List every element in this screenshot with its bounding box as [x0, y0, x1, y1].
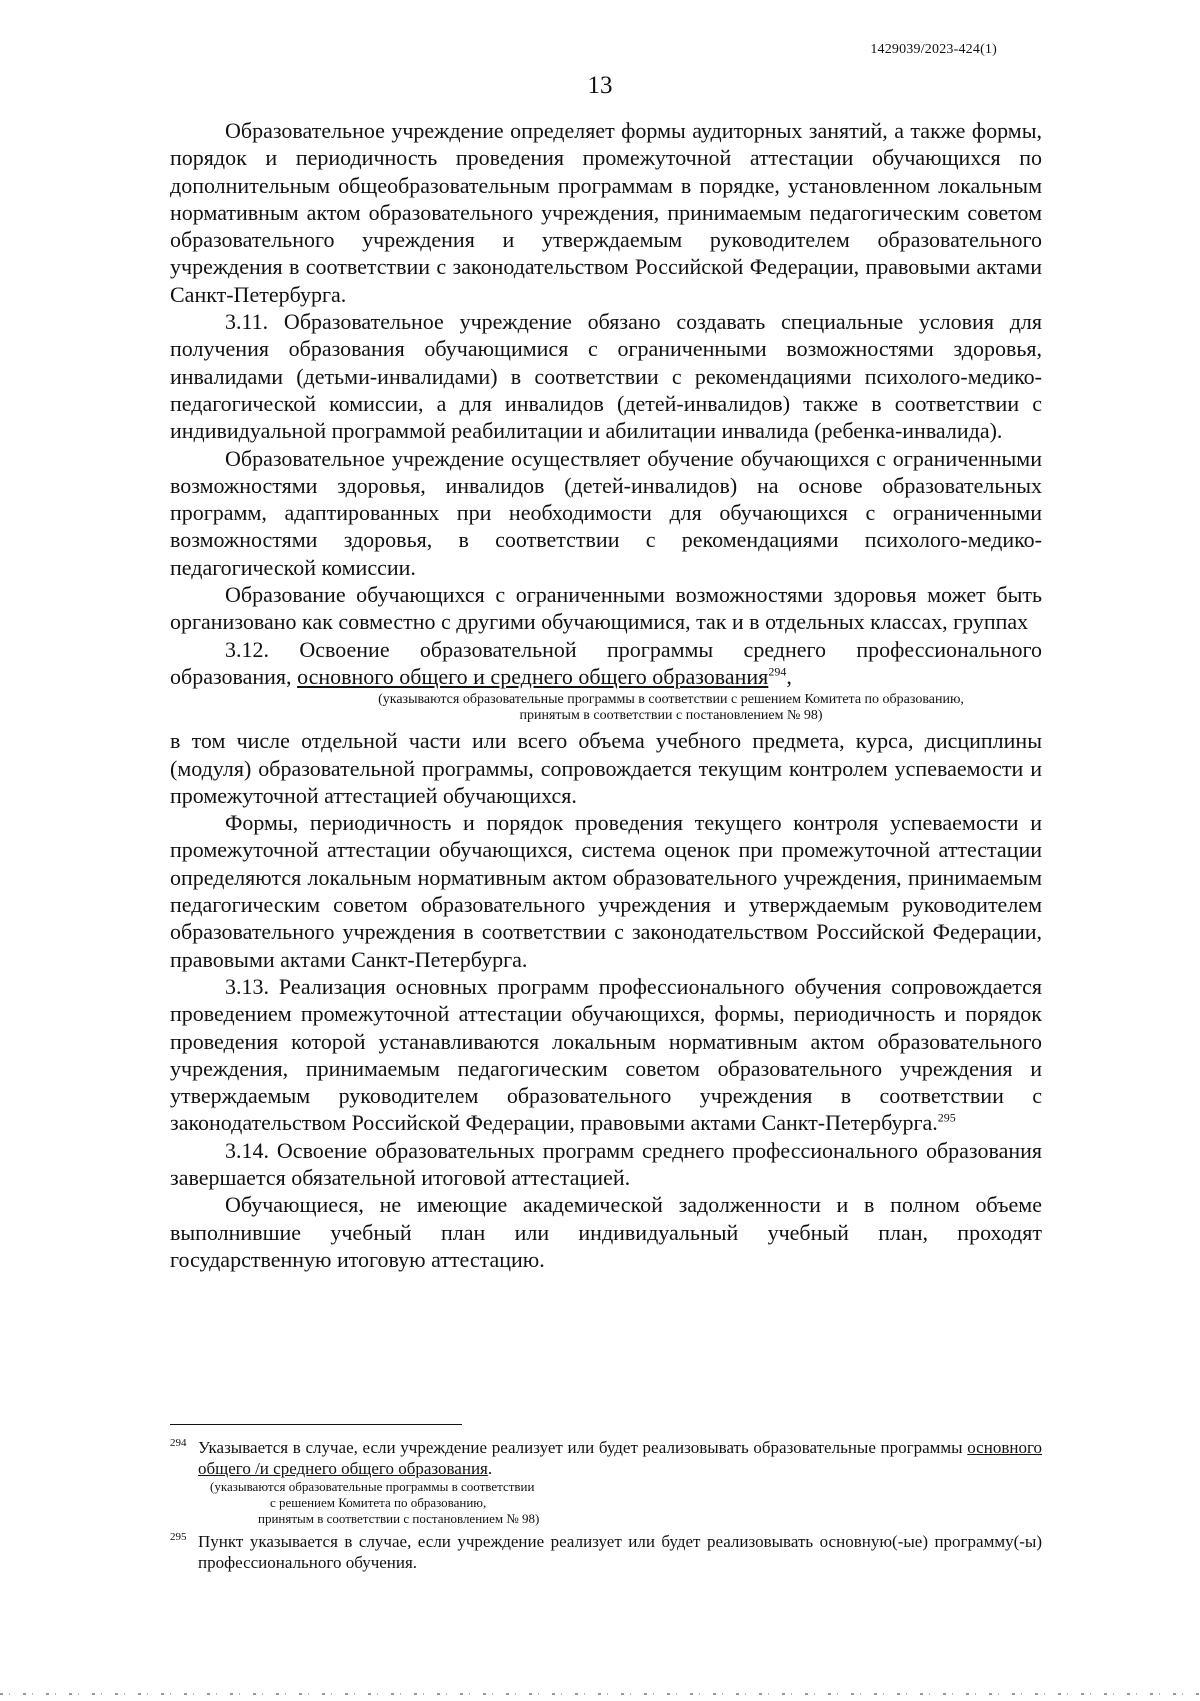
footnote-294-note-line-3: принятым в соответствии с постановлением № 98) [258, 1511, 540, 1526]
footnote-295 [170, 1531, 1042, 1573]
document-number: 1429039/2023-424(1) [870, 42, 997, 57]
footnote-295-text: Пункт указывается в случае, если учреждение реализует или будет реализовывать основную(-ые) программу(-ы) профессионального обучения. [198, 1532, 1042, 1572]
footnote-294-number: 294 [170, 1437, 187, 1449]
footnote-294-note [210, 1479, 1042, 1527]
footnote-ref-295[interactable]: 295 [937, 1111, 956, 1126]
scan-edge-artifact [0, 1693, 1200, 1695]
paragraph-3-12-start: 3.12. Освоение образовательной программы среднего профессионального образования, [170, 636, 1042, 689]
footnote-294-underlined: основного общего /и среднего общего образования [198, 1438, 1042, 1478]
footnote-294-note-line-2: с решением Комитета по образованию, [270, 1495, 487, 1510]
footnote-294-end: . [487, 1459, 493, 1478]
paragraph-3-14: 3.14. Освоение образовательных программ среднего профессионального образования завершается обязательной итоговой аттестацией. [170, 1137, 1042, 1190]
page-number: 13 [587, 72, 613, 99]
programs-note-line-2: принятым в соответствии с постановлением № 98) [519, 708, 823, 724]
footnote-ref-294[interactable]: 294 [768, 664, 787, 679]
paragraph-3-12-end: , [786, 663, 792, 689]
paragraph-final-attestation: Обучающиеся, не имеющие академической задолженности и в полном объеме выполнившие учебный план или индивидуальный учебный план, проходят государственную итоговую аттестацию. [170, 1192, 1042, 1272]
paragraph-adapted-programs: Образовательное учреждение осуществляет обучение обучающихся с ограниченными возможностями здоровья, инвалидов (детей-инвалидов) на основе образовательных программ, адаптированных при необходимости для обучающихся с ограниченными возможностями здоровья, в соответствии с рекомендациями психолого-медико-педагогической комиссии. [170, 445, 1042, 580]
footnotes [170, 1437, 1042, 1573]
footnote-295-number: 295 [170, 1531, 187, 1543]
paragraph-3-13-text: 3.13. Реализация основных программ профессионального обучения сопровождается проведением промежуточной аттестации обучающихся, формы, периодичность и порядок проведения которой устанавливаются локальным нормативным актом образовательного учреждения, принимаемым педагогическим советом образовательного учреждения и утверждаемым руководителем образовательного учреждения в соответствии с законодательством Российской Федерации, правовыми актами Санкт-Петербурга. [170, 973, 1042, 1136]
footnote-294-note-line-1: (указываются образовательные программы в соответствии [210, 1479, 535, 1494]
paragraph-assessment-forms: Формы, периодичность и порядок проведения текущего контроля успеваемости и промежуточной аттестации обучающихся, система оценок при промежуточной аттестации определяются локальным нормативным актом образовательного учреждения, принимаемым педагогическим советом образовательного учреждения и утверждаемым руководителем образовательного учреждения в соответствии с законодательством Российской Федерации, правовыми актами Санкт-Петербурга. [170, 810, 1042, 972]
footnote-separator [170, 1424, 462, 1425]
paragraph-3-12-underlined: основного общего и среднего общего образования [297, 663, 769, 689]
footnote-294 [170, 1437, 1042, 1479]
document-body [170, 117, 1042, 1273]
footnote-294-text: Указывается в случае, если учреждение реализует или будет реализовывать образовательные программы [198, 1438, 968, 1457]
paragraph-3-11: 3.11. Образовательное учреждение обязано создавать специальные условия для получения образования обучающимися с ограниченными возможностями здоровья, инвалидами (детьми-инвалидами) в соответствии с рекомендациями психолого-медико-педагогической комиссии, а для инвалидов (детей-инвалидов) также в соответствии с индивидуальной программой реабилитации и абилитации инвалида (ребенка-инвалида). [170, 309, 1042, 444]
paragraph-3-13 [170, 973, 1042, 1137]
paragraph-forms-of-classes: Образовательное учреждение определяет формы аудиторных занятий, а также формы, порядок и периодичность проведения промежуточной аттестации обучающихся по дополнительным общеобразовательным программам в порядке, установленном локальным нормативным актом образовательного учреждения, принимаемым педагогическим советом образовательного учреждения и утверждаемым руководителем образовательного учреждения в соответствии с законодательством Российской Федерации, правовыми актами Санкт-Петербурга. [170, 118, 1042, 307]
programs-note-line-1: (указываются образовательные программы в соответствии с решением Комитета по образованию, [378, 692, 964, 708]
paragraph-joint-education: Образование обучающихся с ограниченными возможностями здоровья может быть организовано как совместно с другими обучающимися, так и в отдельных классах, группах [170, 582, 1042, 635]
paragraph-3-12-continuation: в том числе отдельной части или всего объема учебного предмета, курса, дисциплины (модуля) образовательной программы, сопровождается текущим контролем успеваемости и промежуточной аттестацией обучающихся. [170, 728, 1042, 808]
programs-note [300, 692, 1042, 724]
paragraph-3-12 [170, 636, 1042, 691]
